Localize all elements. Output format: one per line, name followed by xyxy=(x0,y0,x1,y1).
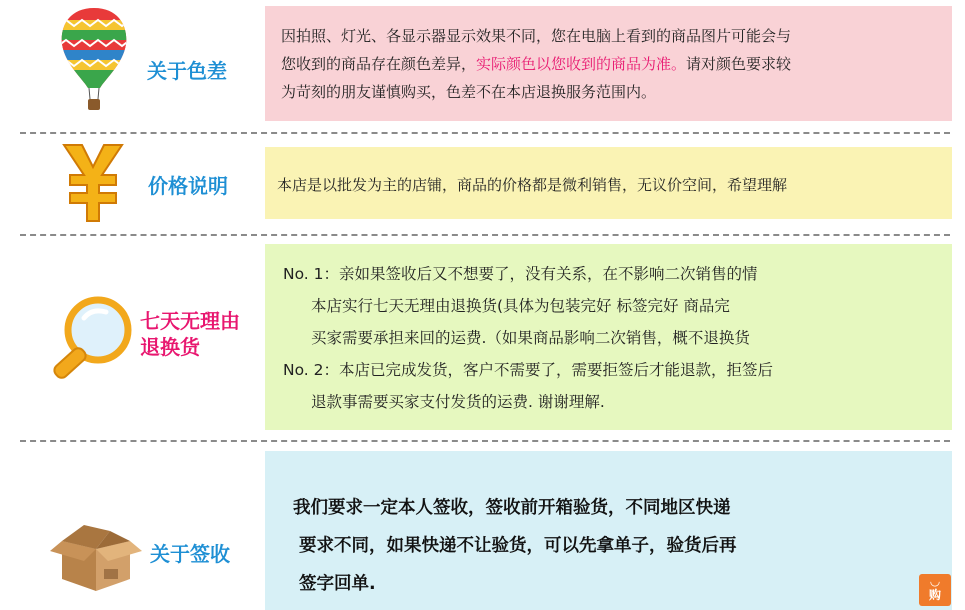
notice-line: 为苛刻的朋友谨慎购买，色差不在本店退换服务范围内。 xyxy=(281,83,657,101)
notice-line: 本店是以批发为主的店铺，商品的价格都是微利销售，无议价空间，希望理解 xyxy=(277,176,788,194)
section-divider xyxy=(20,234,950,236)
section-divider xyxy=(20,132,950,134)
section-heading: 关于色差 xyxy=(147,59,227,83)
shop-badge-icon[interactable] xyxy=(919,574,951,606)
notice-line xyxy=(281,50,952,78)
return-policy-box xyxy=(265,244,952,430)
section-sign-for-delivery xyxy=(0,445,965,610)
section-color-difference xyxy=(0,0,965,130)
notice-line: 要求不同，如果快递不让验货，可以先拿单子，验货后再 xyxy=(299,536,737,556)
price-notice-box xyxy=(265,147,952,219)
badge-smile-icon: ◡ xyxy=(930,574,940,588)
section-return-policy xyxy=(0,238,965,438)
section-price-notice xyxy=(0,135,965,230)
notice-line: 因拍照、灯光、各显示器显示效果不同，您在电脑上看到的商品图片可能会与 xyxy=(281,27,792,45)
heading-line: 退换货 xyxy=(140,335,200,359)
notice-text: 请对颜色要求较 xyxy=(686,55,792,73)
section-heading: 价格说明 xyxy=(148,174,228,198)
section-divider xyxy=(20,440,950,442)
notice-line: 我们要求一定本人签收，签收前开箱验货，不同地区快递 xyxy=(293,498,731,518)
notice-line: No. 2：本店已完成发货，客户不需要了，需要拒签后才能退款，拒签后 xyxy=(283,361,774,379)
notice-line: 本店实行七天无理由退换货(具体为包装完好 标签完好 商品完 xyxy=(311,297,730,315)
sign-notice-box xyxy=(265,451,952,610)
color-difference-notice-box xyxy=(265,6,952,121)
yen-icon xyxy=(62,143,124,223)
notice-line: 退款事需要买家支付发货的运费. 谢谢理解. xyxy=(311,393,605,411)
heading-line: 七天无理由 xyxy=(140,309,240,333)
hot-air-balloon-icon xyxy=(58,6,130,116)
notice-line: No. 1：亲如果签收后又不想要了，没有关系，在不影响二次销售的情 xyxy=(283,265,758,283)
notice-line: 签字回单. xyxy=(299,574,376,594)
magnifier-icon xyxy=(48,294,136,384)
highlighted-notice-text: 实际颜色以您收到的商品为准。 xyxy=(476,55,687,73)
section-heading xyxy=(140,308,240,360)
section-heading: 关于签收 xyxy=(150,542,230,566)
box-icon xyxy=(48,515,144,595)
notice-line: 买家需要承担来回的运费.（如果商品影响二次销售，概不退换货 xyxy=(311,329,750,347)
badge-label: 购 xyxy=(928,588,941,602)
notice-text: 您收到的商品存在颜色差异， xyxy=(281,55,477,73)
